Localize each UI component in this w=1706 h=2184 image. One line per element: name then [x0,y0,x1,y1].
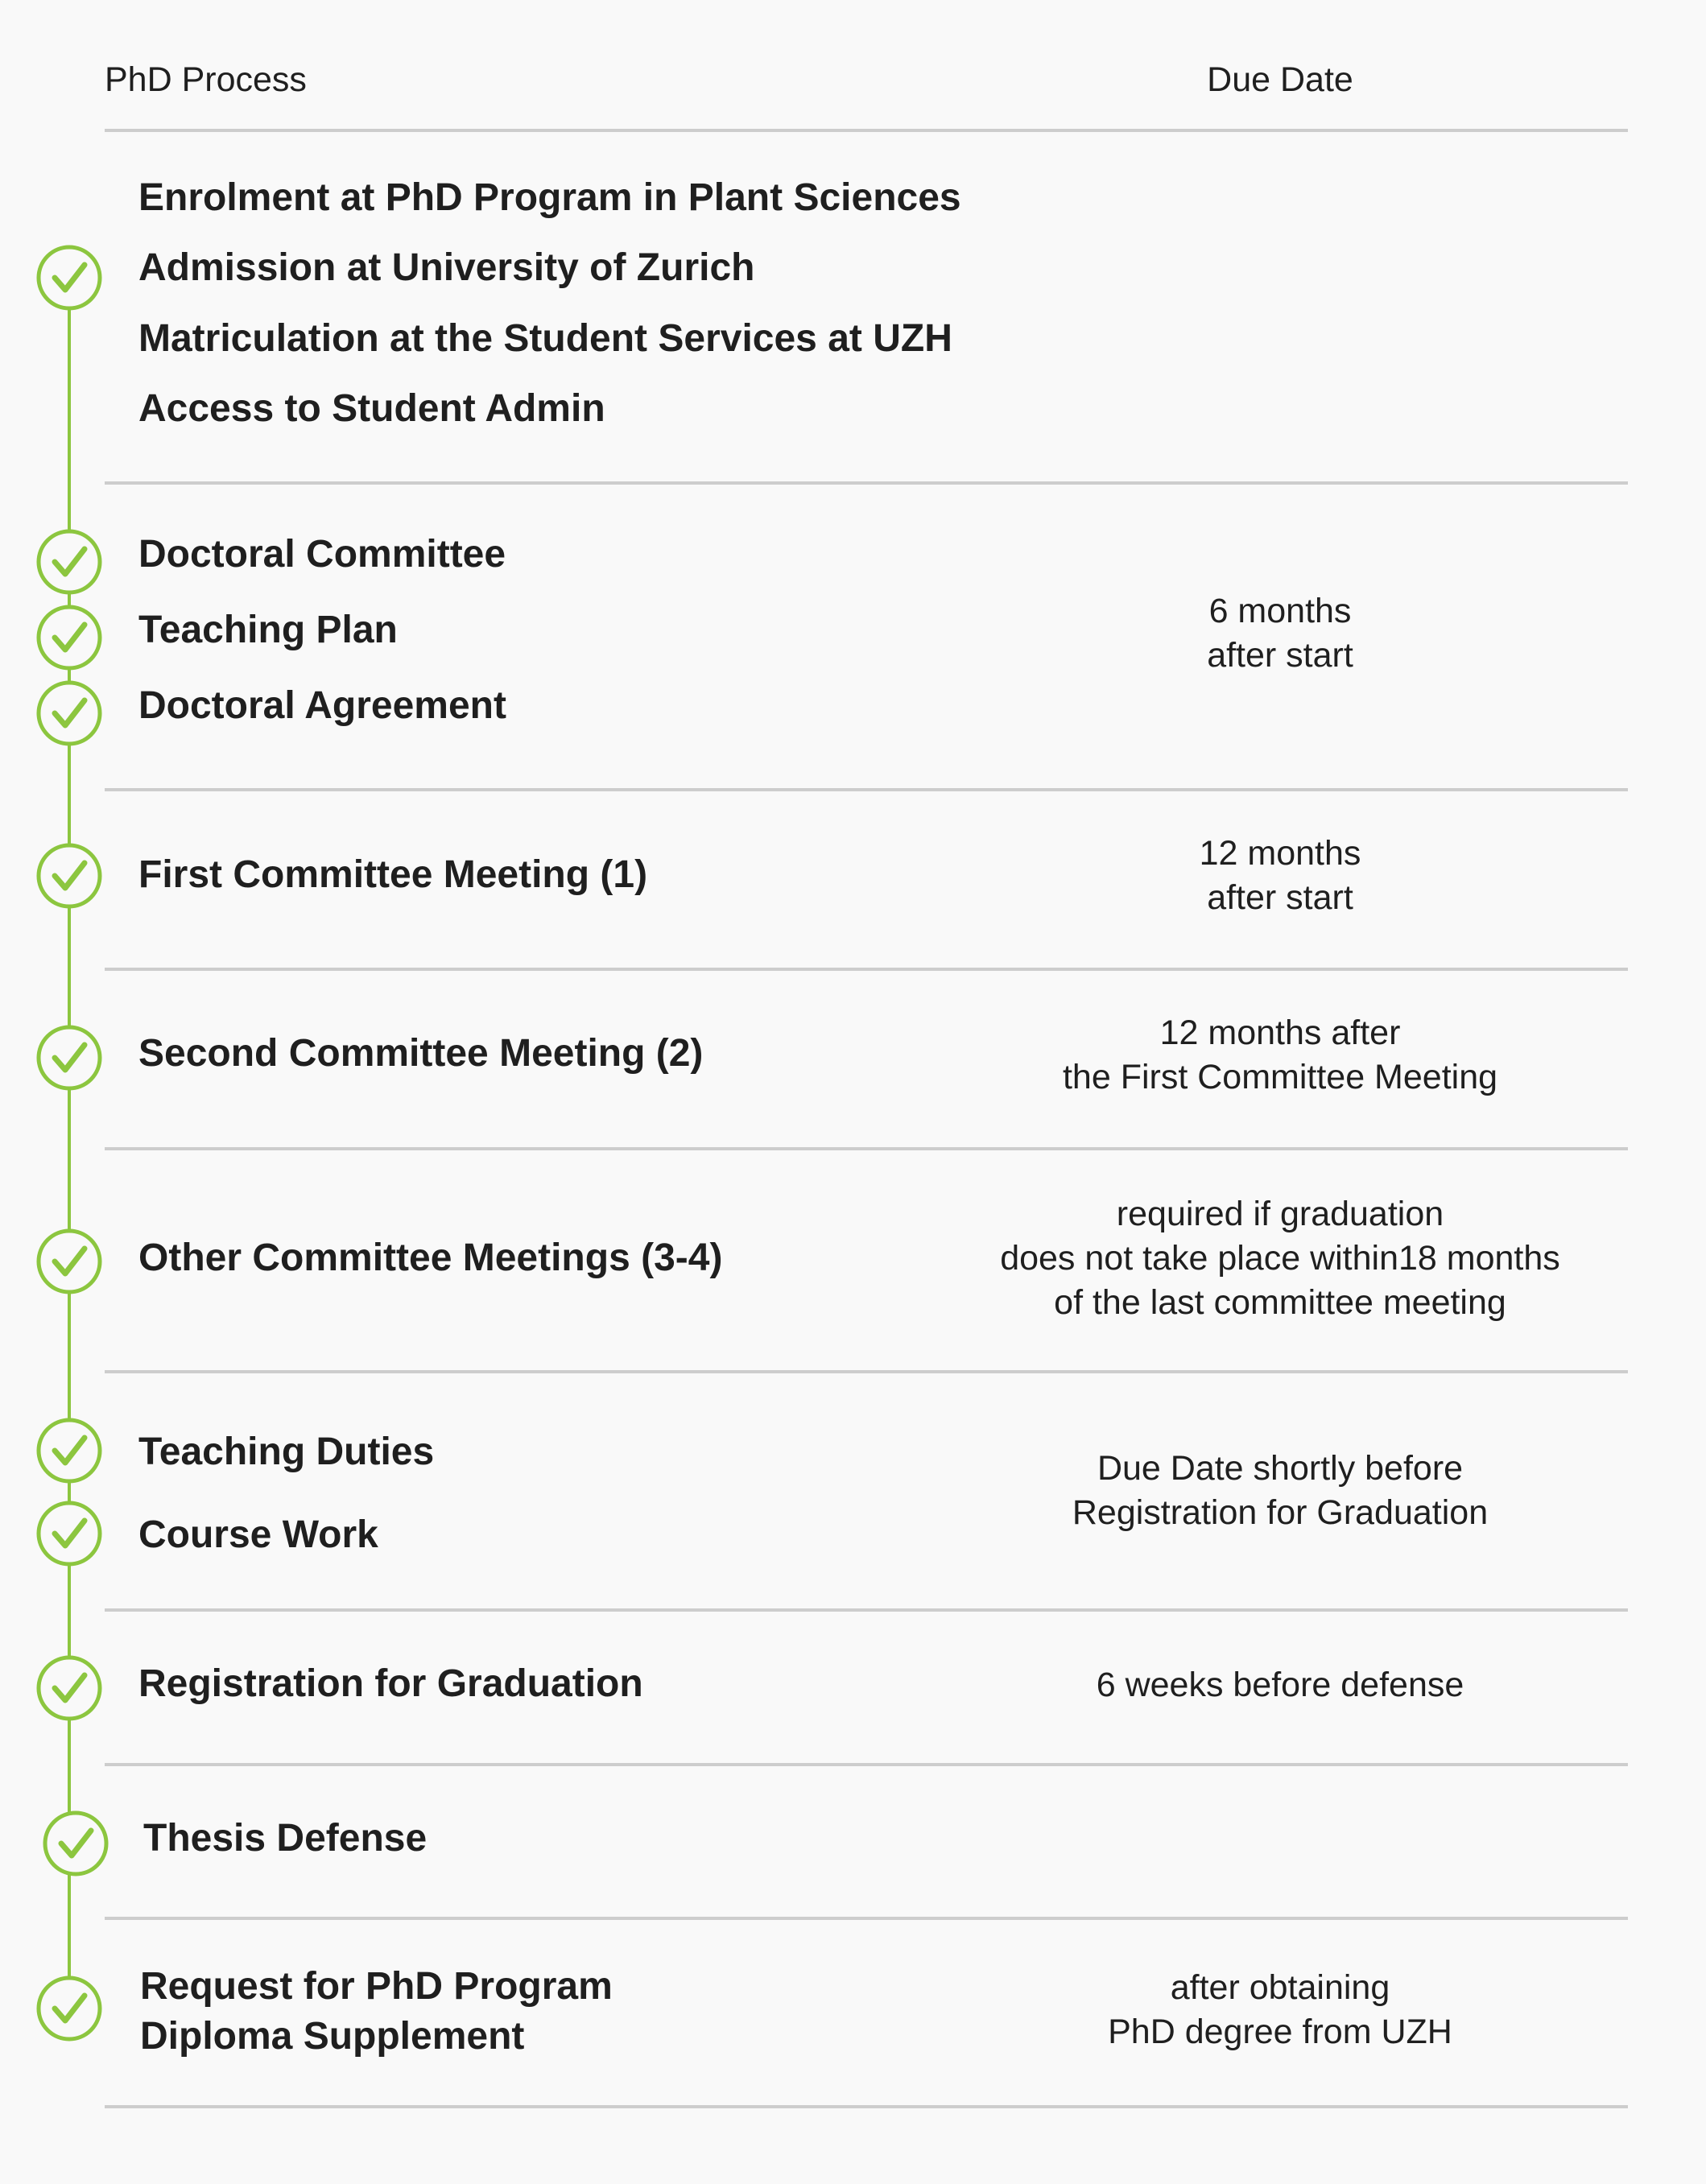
check-circle-icon [35,1974,104,2043]
section-divider [105,788,1628,791]
process-item: Thesis Defense [143,1817,428,1860]
process-item: Matriculation at the Student Services at UZH [138,317,952,360]
due-date: 6 months after start [1207,592,1353,675]
due-date: 12 months after the First Committee Meeting [1062,1014,1498,1096]
check-circle-icon [41,1809,110,1878]
check-circle-icon [35,1023,104,1092]
check-circle-icon [35,1416,104,1485]
check-circle-icon [35,243,104,312]
process-item: Admission at University of Zurich [138,246,755,289]
check-circle-icon [35,841,104,910]
section-divider [105,1370,1628,1373]
process-item: Request for PhD Program Diploma Supplement [140,1965,613,2058]
check-circle-icon [35,527,104,597]
check-circle-icon [35,1499,104,1568]
header-divider [105,129,1628,132]
process-item: Enrolment at PhD Program in Plant Sciences [138,176,961,219]
section-divider [105,1917,1628,1920]
check-circle-icon [35,603,104,672]
due-date: after obtaining PhD degree from UZH [1108,1968,1452,2051]
due-date: 12 months after start [1199,834,1361,917]
process-item: Other Committee Meetings (3-4) [138,1236,723,1279]
section-divider [105,2105,1628,2108]
process-item: Doctoral Agreement [138,684,506,727]
process-item: Registration for Graduation [138,1662,643,1705]
process-item: Course Work [138,1513,378,1556]
due-date: 6 weeks before defense [1096,1666,1464,1704]
header-due-date: Due Date [1207,60,1353,99]
section-divider [105,1147,1628,1150]
section-divider [105,481,1628,485]
process-item: Second Committee Meeting (2) [138,1032,704,1075]
check-circle-icon [35,1227,104,1296]
section-divider [105,968,1628,971]
process-item: Access to Student Admin [138,387,605,430]
section-divider [105,1763,1628,1766]
header-phd-process: PhD Process [105,60,307,99]
process-item: Teaching Plan [138,609,398,651]
section-divider [105,1608,1628,1612]
check-circle-icon [35,1653,104,1723]
due-date: required if graduation does not take place within18 months of the last committee meeting [1000,1195,1560,1322]
process-item: Teaching Duties [138,1431,435,1473]
process-item: First Committee Meeting (1) [138,853,648,896]
process-item: Doctoral Committee [138,533,506,576]
due-date: Due Date shortly before Registration for Graduation [1072,1449,1489,1532]
check-circle-icon [35,679,104,748]
